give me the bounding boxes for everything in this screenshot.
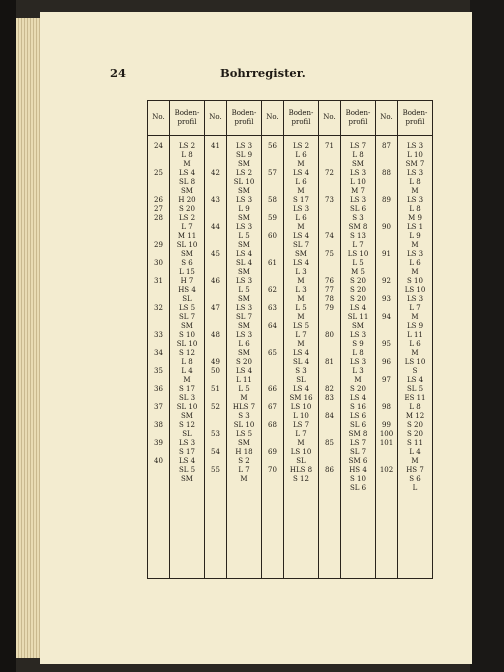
profile-column [284, 136, 319, 579]
entry-number: 39 [154, 439, 163, 447]
profile-line: L 7 [409, 304, 421, 312]
profile-line: S 10 [179, 331, 195, 339]
profile-line: M [297, 295, 305, 303]
entry-number: 62 [268, 286, 277, 294]
profile-line: SM [238, 349, 250, 357]
profile-line: SL 5 [178, 466, 196, 474]
entry-number: 34 [154, 349, 163, 357]
entry-number: 27 [154, 205, 163, 213]
col-header-no: No. [376, 101, 398, 136]
profile-line: L 5 [238, 286, 250, 294]
profile-line: HS 4 [178, 286, 196, 294]
entry-number: 96 [382, 358, 391, 366]
profile-line: SL 11 [347, 313, 369, 321]
profile-line: L 15 [179, 268, 195, 276]
col-header-profile: Boden-profil [170, 101, 205, 136]
page-header [110, 66, 306, 80]
entry-number: 35 [154, 367, 163, 375]
entry-number: 54 [211, 448, 220, 456]
entry-number: 67 [268, 403, 277, 411]
profile-line: S 20 [350, 277, 366, 285]
profile-line: SM [181, 475, 193, 483]
profile-column [227, 136, 262, 579]
entry-number: 71 [325, 142, 334, 150]
profile-line: M [411, 313, 419, 321]
profile-line: SL 10 [233, 421, 255, 429]
entry-number: 93 [382, 295, 391, 303]
profile-line: LS 3 [406, 196, 424, 204]
profile-line: S 12 [179, 349, 195, 357]
profile-line: SL [182, 430, 192, 438]
profile-line: LS 3 [349, 196, 367, 204]
profile-line: LS 10 [347, 250, 369, 258]
profile-line: SM [238, 187, 250, 195]
entry-number: 37 [154, 403, 163, 411]
profile-line: SL 7 [235, 313, 253, 321]
entry-number: 58 [268, 196, 277, 204]
entry-number: 43 [211, 196, 220, 204]
profile-line: M [411, 457, 419, 465]
profile-line: L 3 [352, 367, 364, 375]
entry-number: 89 [382, 196, 391, 204]
no-column [148, 136, 170, 579]
profile-line: SL 10 [176, 241, 198, 249]
entry-number: 90 [382, 223, 391, 231]
profile-line: LS 4 [235, 250, 253, 258]
profile-line: H 7 [180, 277, 194, 285]
entry-number: 24 [154, 142, 163, 150]
col-header-profile: Boden-profil [398, 101, 433, 136]
entry-number: 86 [325, 466, 334, 474]
entry-number: 81 [325, 358, 334, 366]
col-header-no: No. [148, 101, 170, 136]
entry-number: 53 [211, 430, 220, 438]
register-table [147, 100, 433, 579]
profile-line: LS 4 [349, 304, 367, 312]
profile-line: HLS 8 [289, 466, 313, 474]
profile-line: S 17 [179, 385, 195, 393]
profile-line: SM [238, 295, 250, 303]
profile-line: LS 3 [235, 196, 253, 204]
profile-line: M [411, 241, 419, 249]
entry-number: 98 [382, 403, 391, 411]
profile-line: LS 4 [235, 367, 253, 375]
profile-line: SL 6 [349, 484, 367, 492]
profile-line: L 7 [352, 241, 364, 249]
col-header-no: No. [319, 101, 341, 136]
profile-line: L 10 [293, 412, 309, 420]
profile-line: SM [352, 322, 364, 330]
profile-line: S 6 [409, 475, 421, 483]
profile-line: LS 3 [235, 304, 253, 312]
profile-line: LS 4 [292, 232, 310, 240]
profile-line: SM 8 [348, 430, 368, 438]
profile-line: L 8 [409, 205, 421, 213]
profile-line: L 7 [238, 466, 250, 474]
entry-number: 91 [382, 250, 391, 258]
profile-line: LS 4 [292, 349, 310, 357]
entry-number: 95 [382, 340, 391, 348]
profile-line: SL [182, 295, 192, 303]
profile-line: L 6 [409, 340, 421, 348]
profile-line: M [240, 475, 248, 483]
profile-line: LS 4 [292, 169, 310, 177]
profile-line: L 6 [238, 340, 250, 348]
profile-line: L 8 [352, 151, 364, 159]
no-column [376, 136, 398, 579]
profile-line: M [183, 376, 191, 384]
entry-number: 41 [211, 142, 220, 150]
profile-line: L 6 [295, 151, 307, 159]
profile-line: LS 4 [292, 259, 310, 267]
entry-number: 74 [325, 232, 334, 240]
profile-line: S 3 [295, 367, 307, 375]
profile-line: LS 7 [292, 421, 310, 429]
entry-number: 30 [154, 259, 163, 267]
profile-line: H 18 [235, 448, 253, 456]
profile-line: LS 2 [292, 142, 310, 150]
profile-line: LS 2 [235, 169, 253, 177]
entry-number: 85 [325, 439, 334, 447]
entry-number: 57 [268, 169, 277, 177]
profile-line: M [297, 160, 305, 168]
profile-line: S 20 [407, 421, 423, 429]
profile-line: LS 3 [235, 223, 253, 231]
no-column [262, 136, 284, 579]
profile-line: M [183, 160, 191, 168]
entry-number: 69 [268, 448, 277, 456]
profile-line: M 11 [177, 232, 197, 240]
profile-line: L 3 [295, 286, 307, 294]
entry-number: 38 [154, 421, 163, 429]
profile-line: LS 3 [235, 331, 253, 339]
entry-number: 40 [154, 457, 163, 465]
entry-number: 46 [211, 277, 220, 285]
profile-line: LS 10 [404, 358, 426, 366]
profile-line: S 17 [293, 196, 309, 204]
profile-line: SL 7 [178, 313, 196, 321]
entry-number: 51 [211, 385, 220, 393]
profile-line: S 12 [293, 475, 309, 483]
profile-line: SM 7 [405, 160, 425, 168]
entry-number: 92 [382, 277, 391, 285]
table-body-row [148, 136, 433, 579]
entry-number: 28 [154, 214, 163, 222]
profile-line: LS 3 [235, 142, 253, 150]
profile-line: LS 3 [235, 277, 253, 285]
profile-line: SL 7 [292, 241, 310, 249]
entry-number: 78 [325, 295, 334, 303]
profile-line: S 20 [407, 430, 423, 438]
profile-line: L 11 [407, 331, 423, 339]
profile-line: LS 4 [178, 169, 196, 177]
profile-line: LS 3 [406, 250, 424, 258]
profile-line: L 5 [295, 304, 307, 312]
profile-line: SL 3 [178, 394, 196, 402]
profile-line: SM 8 [348, 223, 368, 231]
entry-number: 50 [211, 367, 220, 375]
profile-line: LS 3 [406, 295, 424, 303]
profile-line: L 9 [238, 205, 250, 213]
profile-line: S 9 [352, 340, 364, 348]
profile-line: LS 3 [292, 205, 310, 213]
entry-number: 70 [268, 466, 277, 474]
profile-line: SM [181, 250, 193, 258]
profile-line: M [411, 349, 419, 357]
profile-line: L 7 [295, 331, 307, 339]
profile-line: L 10 [350, 178, 366, 186]
profile-line: S 20 [350, 295, 366, 303]
profile-line: S 13 [350, 232, 366, 240]
profile-line: SM [238, 160, 250, 168]
profile-line: S 17 [179, 448, 195, 456]
profile-line: SM [238, 268, 250, 276]
entry-number: 61 [268, 259, 277, 267]
profile-line: M [354, 376, 362, 384]
profile-line: LS 2 [178, 214, 196, 222]
profile-line: M [297, 223, 305, 231]
entry-number: 68 [268, 421, 277, 429]
entry-number: 75 [325, 250, 334, 258]
entry-number: 59 [268, 214, 277, 222]
profile-line: SL 6 [349, 205, 367, 213]
profile-line: SM [238, 439, 250, 447]
entry-number: 33 [154, 331, 163, 339]
entry-number: 42 [211, 169, 220, 177]
profile-line: SM [238, 241, 250, 249]
profile-line: M [297, 277, 305, 285]
profile-line: L 8 [181, 151, 193, 159]
entry-number: 64 [268, 322, 277, 330]
profile-line: H 20 [178, 196, 196, 204]
profile-line: M [240, 394, 248, 402]
profile-line: SL [296, 457, 306, 465]
entry-number: 72 [325, 169, 334, 177]
entry-number: 52 [211, 403, 220, 411]
table-header-row [148, 101, 433, 136]
no-column [205, 136, 227, 579]
col-header-no: No. [205, 101, 227, 136]
profile-line: SM [295, 250, 307, 258]
entry-number: 102 [379, 466, 394, 474]
profile-line: LS 10 [290, 448, 312, 456]
profile-line: SL 10 [176, 340, 198, 348]
profile-line: SM [181, 187, 193, 195]
entry-number: 82 [325, 385, 334, 393]
profile-line: SM [181, 412, 193, 420]
profile-line: S 11 [407, 439, 423, 447]
col-header-profile: Boden-profil [284, 101, 319, 136]
profile-line: L 4 [409, 448, 421, 456]
profile-line: S 10 [407, 277, 423, 285]
profile-line: L 7 [181, 223, 193, 231]
profile-line: S 20 [350, 385, 366, 393]
entry-number: 48 [211, 331, 220, 339]
profile-line: SM [238, 322, 250, 330]
profile-line: L 8 [409, 403, 421, 411]
profile-line: S 20 [236, 358, 252, 366]
profile-line: LS 4 [178, 457, 196, 465]
profile-line: M [297, 187, 305, 195]
profile-line: L 4 [181, 367, 193, 375]
profile-line: LS 7 [349, 439, 367, 447]
entry-number: 45 [211, 250, 220, 258]
profile-line: L 10 [407, 151, 423, 159]
profile-line: L 5 [352, 259, 364, 267]
profile-line: HS 4 [349, 466, 367, 474]
profile-line: LS 4 [406, 376, 424, 384]
profile-line: L 9 [409, 232, 421, 240]
profile-line: LS 4 [292, 385, 310, 393]
entry-number: 84 [325, 412, 334, 420]
entry-number: 97 [382, 376, 391, 384]
profile-line: S 2 [238, 457, 250, 465]
profile-line: SL 10 [233, 178, 255, 186]
profile-line: LS 1 [406, 223, 424, 231]
profile-line: SL 8 [178, 178, 196, 186]
profile-line: LS 9 [406, 322, 424, 330]
profile-line: S 10 [350, 475, 366, 483]
col-header-profile: Boden-profil [227, 101, 262, 136]
entry-number: 80 [325, 331, 334, 339]
entry-number: 65 [268, 349, 277, 357]
profile-line: SM [352, 160, 364, 168]
entry-number: 60 [268, 232, 277, 240]
profile-line: L 11 [236, 376, 252, 384]
entry-number: 99 [382, 421, 391, 429]
profile-line: M 7 [351, 187, 365, 195]
profile-line: L 6 [295, 178, 307, 186]
profile-line: L 6 [409, 259, 421, 267]
entry-number: 63 [268, 304, 277, 312]
entry-number: 94 [382, 313, 391, 321]
profile-line: S [412, 367, 418, 375]
entry-number: 73 [325, 196, 334, 204]
entry-number: 44 [211, 223, 220, 231]
profile-line: HLS 7 [232, 403, 256, 411]
entry-number: 87 [382, 142, 391, 150]
profile-line: LS 4 [349, 394, 367, 402]
profile-line: LS 5 [178, 304, 196, 312]
entry-number: 55 [211, 466, 220, 474]
profile-line: S 6 [181, 259, 193, 267]
entry-number: 36 [154, 385, 163, 393]
entry-number: 25 [154, 169, 163, 177]
entry-number: 83 [325, 394, 334, 402]
col-header-no: No. [262, 101, 284, 136]
no-column [319, 136, 341, 579]
entry-number: 100 [379, 430, 394, 438]
background-right [470, 0, 504, 672]
profile-line: LS 5 [235, 430, 253, 438]
profile-line: S 3 [238, 412, 250, 420]
profile-line: LS 3 [406, 142, 424, 150]
entry-number: 66 [268, 385, 277, 393]
entry-number: 31 [154, 277, 163, 285]
profile-line: LS 5 [292, 322, 310, 330]
entry-number: 79 [325, 304, 334, 312]
profile-line: M [411, 187, 419, 195]
profile-line: S 20 [350, 286, 366, 294]
entry-number: 88 [382, 169, 391, 177]
profile-line: L [412, 484, 418, 492]
col-header-profile: Boden-profil [341, 101, 376, 136]
profile-line: S 3 [352, 214, 364, 222]
profile-line: SL 4 [292, 358, 310, 366]
profile-line: LS 3 [349, 331, 367, 339]
profile-line: SL 10 [176, 403, 198, 411]
profile-line: SL 6 [349, 421, 367, 429]
entry-number: 101 [379, 439, 394, 447]
entry-number: 32 [154, 304, 163, 312]
profile-line: S 12 [179, 421, 195, 429]
profile-line: L 5 [238, 232, 250, 240]
profile-line: LS 7 [349, 142, 367, 150]
profile-line: SL 7 [349, 448, 367, 456]
profile-line: LS 3 [349, 169, 367, 177]
profile-line: SL 9 [235, 151, 253, 159]
profile-line: LS 10 [290, 403, 312, 411]
profile-line: M 5 [351, 268, 365, 276]
profile-line: M [297, 313, 305, 321]
entry-number: 49 [211, 358, 220, 366]
profile-line: LS 6 [349, 412, 367, 420]
profile-line: HS 7 [406, 466, 424, 474]
entry-number: 29 [154, 241, 163, 249]
entry-number: 47 [211, 304, 220, 312]
profile-line: S 16 [350, 403, 366, 411]
profile-line: L 7 [295, 430, 307, 438]
profile-line: ES 11 [404, 394, 426, 402]
page-number: 24 [110, 66, 127, 80]
entry-number: 56 [268, 142, 277, 150]
profile-line: SL [296, 376, 306, 384]
profile-line: SM [181, 322, 193, 330]
profile-line: L 8 [409, 178, 421, 186]
profile-line: L 8 [181, 358, 193, 366]
entry-number: 77 [325, 286, 334, 294]
profile-line: M [297, 340, 305, 348]
profile-line: L 8 [352, 349, 364, 357]
book-spine [0, 0, 16, 672]
profile-line: LS 2 [178, 142, 196, 150]
running-title: Bohrregister. [220, 66, 306, 80]
profile-line: M [297, 439, 305, 447]
profile-line: M 12 [405, 412, 425, 420]
profile-line: SL 4 [235, 259, 253, 267]
profile-line: SM 16 [289, 394, 313, 402]
profile-line: LS 10 [404, 286, 426, 294]
entry-number: 26 [154, 196, 163, 204]
profile-line: SM [238, 214, 250, 222]
profile-line: LS 3 [178, 439, 196, 447]
profile-line: SM 6 [348, 457, 368, 465]
profile-line: L 6 [295, 214, 307, 222]
profile-line: M 9 [408, 214, 422, 222]
entry-number: 76 [325, 277, 334, 285]
profile-column [341, 136, 376, 579]
profile-line: LS 3 [349, 358, 367, 366]
profile-line: L 3 [295, 268, 307, 276]
profile-line: S 20 [179, 205, 195, 213]
profile-line: LS 3 [406, 169, 424, 177]
profile-column [170, 136, 205, 579]
profile-line: M [411, 268, 419, 276]
profile-line: L 5 [238, 385, 250, 393]
profile-column [398, 136, 433, 579]
profile-line: SL 5 [406, 385, 424, 393]
